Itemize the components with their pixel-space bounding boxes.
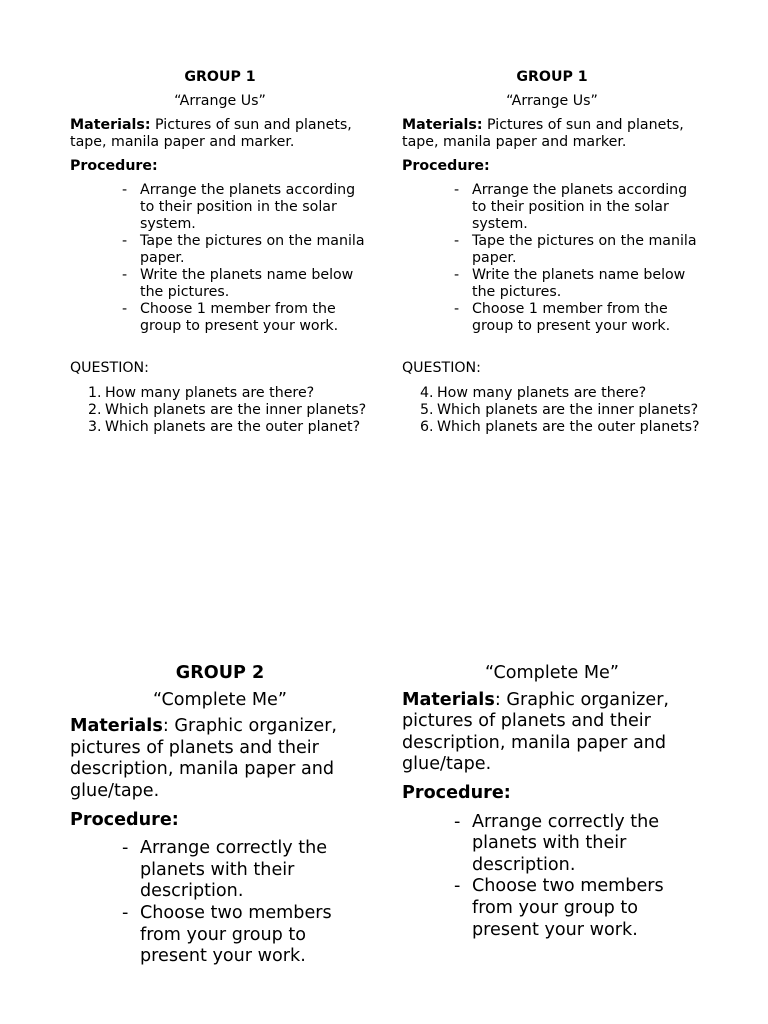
dash-bullet: - [122, 902, 129, 923]
materials-paragraph [402, 690, 702, 776]
question-number: 6. [420, 419, 434, 435]
question-text: Which planets are the inner planets? [437, 402, 699, 418]
question-text: How many planets are there? [437, 385, 647, 401]
complete-me-card-right [402, 663, 702, 941]
materials-text: : Graphic organizer, pictures of planets and their description, manila paper and glue/tape. [402, 689, 670, 775]
procedure-text: Arrange the planets according to their position in the solar system. [472, 182, 688, 232]
materials-text: Pictures of sun and planets, tape, manila paper and marker. [402, 117, 684, 150]
procedure-item [70, 267, 370, 301]
procedure-item [402, 267, 702, 301]
question-item [70, 402, 370, 419]
dash-bullet: - [122, 838, 129, 859]
dash-bullet: - [454, 811, 461, 832]
card-title: GROUP 2 [175, 663, 265, 683]
dash-bullet: - [454, 301, 460, 317]
materials-label: Materials [402, 689, 495, 710]
question-number: 5. [420, 402, 434, 418]
question-number: 4. [420, 385, 434, 401]
materials-paragraph [70, 716, 370, 802]
question-text: Which planets are the inner planets? [105, 402, 367, 418]
procedure-item [70, 903, 370, 968]
dash-bullet: - [122, 301, 128, 317]
procedure-list [70, 182, 370, 335]
question-number: 3. [88, 419, 102, 435]
procedure-item [402, 301, 702, 335]
dash-bullet: - [122, 233, 128, 249]
question-text: Which planets are the outer planets? [437, 419, 700, 435]
question-item [70, 385, 370, 402]
question-list [402, 385, 702, 436]
question-item [402, 402, 702, 419]
procedure-text: Choose 1 member from the group to present your work. [140, 301, 339, 334]
materials-label: Materials: [70, 117, 151, 133]
dash-bullet: - [122, 267, 128, 283]
procedure-list [402, 812, 702, 942]
group-1-card-right [402, 69, 702, 436]
question-number: 1. [88, 385, 102, 401]
procedure-text: Choose two members from your group to present your work. [140, 902, 332, 967]
procedure-text: Choose two members from your group to present your work. [472, 876, 664, 940]
card-subtitle: “Complete Me” [153, 689, 287, 710]
card-title: GROUP 1 [184, 69, 256, 85]
procedure-item [70, 301, 370, 335]
question-item [402, 419, 702, 436]
question-number: 2. [88, 402, 102, 418]
materials-paragraph [402, 117, 702, 151]
dash-bullet: - [454, 267, 460, 283]
question-list [70, 385, 370, 436]
procedure-item [402, 182, 702, 233]
card-subtitle: “Complete Me” [485, 663, 619, 683]
procedure-text: Choose 1 member from the group to present your work. [472, 301, 671, 334]
dash-bullet: - [454, 233, 460, 249]
procedure-label: Procedure: [402, 158, 490, 174]
procedure-item [70, 233, 370, 267]
materials-paragraph [70, 117, 370, 151]
procedure-text: Tape the pictures on the manila paper. [140, 233, 365, 266]
question-item [70, 419, 370, 436]
materials-label: Materials [70, 716, 163, 737]
question-label: QUESTION: [70, 360, 149, 376]
procedure-list [70, 838, 370, 968]
procedure-list [402, 182, 702, 335]
group-1-card-left [70, 69, 370, 436]
procedure-text: Write the planets name below the pictures. [140, 267, 354, 300]
question-text: How many planets are there? [105, 385, 315, 401]
procedure-label: Procedure: [402, 782, 511, 803]
dash-bullet: - [122, 182, 128, 198]
procedure-text: Write the planets name below the pictures. [472, 267, 686, 300]
procedure-text: Arrange correctly the planets with their description. [472, 811, 660, 875]
procedure-label: Procedure: [70, 809, 179, 830]
materials-text: Pictures of sun and planets, tape, manila paper and marker. [70, 117, 352, 150]
procedure-text: Arrange the planets according to their position in the solar system. [140, 182, 356, 232]
procedure-item [70, 838, 370, 903]
materials-text: : Graphic organizer, pictures of planets and their description, manila paper and glue/tape. [70, 716, 338, 801]
question-text: Which planets are the outer planet? [105, 419, 361, 435]
card-subtitle: “Arrange Us” [506, 93, 598, 109]
dash-bullet: - [454, 182, 460, 198]
materials-label: Materials: [402, 117, 483, 133]
dash-bullet: - [454, 876, 461, 897]
procedure-text: Arrange correctly the planets with their description. [140, 838, 328, 902]
procedure-item [402, 876, 702, 941]
question-item [402, 385, 702, 402]
procedure-label: Procedure: [70, 158, 158, 174]
group-2-card-left [70, 663, 370, 968]
card-title: GROUP 1 [516, 69, 588, 85]
question-label: QUESTION: [402, 360, 481, 376]
procedure-text: Tape the pictures on the manila paper. [472, 233, 697, 266]
procedure-item [70, 182, 370, 233]
procedure-item [402, 233, 702, 267]
procedure-item [402, 812, 702, 877]
card-subtitle: “Arrange Us” [174, 93, 266, 109]
